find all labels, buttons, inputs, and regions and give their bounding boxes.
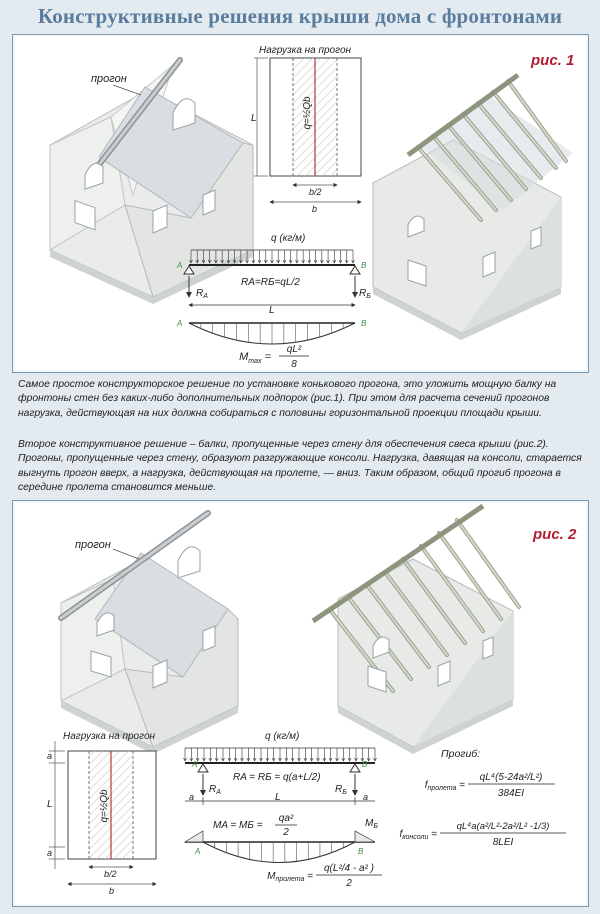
overhang-top-label: a xyxy=(47,751,53,761)
load-formula-2: q=½Qb xyxy=(99,789,110,823)
moment-support-den: 2 xyxy=(283,827,289,838)
reaction-a-label-2: $R_A$ xyxy=(209,784,221,796)
moment-diagram-2-hatching xyxy=(215,842,344,862)
overhang-bottom-label: a xyxy=(47,848,53,858)
half-width-label: b/2 xyxy=(309,187,322,197)
moment-span-num: q(L²/4 - a² ) xyxy=(323,863,375,874)
span-label-2: L xyxy=(47,799,53,810)
width-label: b xyxy=(312,204,318,214)
house-rafters-overhang xyxy=(313,506,519,754)
deflection-cant-lhs: $f_{консоли}$ = xyxy=(399,829,437,841)
moment-b-label: B xyxy=(361,319,367,328)
figure-2-panel xyxy=(12,500,589,907)
reaction-equation: RA=RБ=qL/2 xyxy=(241,277,300,288)
figure-2-label: рис. 2 xyxy=(533,526,577,543)
deflection-span-num: qL⁴(5-24a²/L²) xyxy=(479,772,543,783)
support-a-label-2: A xyxy=(192,760,198,769)
load-panel-2-title: Нагрузка на прогон xyxy=(63,731,156,742)
deflection-span-lhs: $f_{пролета}$ = xyxy=(424,780,465,792)
load-panel-2 xyxy=(47,731,156,896)
span-label: L xyxy=(251,113,257,124)
purlin-label-2: прогон xyxy=(75,539,111,551)
figure-2-drawing xyxy=(13,501,588,906)
load-q-label: q (кг/м) xyxy=(271,233,306,244)
paragraph-2: Второе конструктивное решение – балки, пропущенные через стену для обеспечения свеса крыши (рис.2). Прогоны, пропущенные через стену, образуют разгружающие консоли. Нагрузка, давящая на консоли, старается выгнуть прогон вверх, а нагрузка, действующая на пролете, — вниз. Таким образом, общий прогиб прогона в середине пролета становится меньше. xyxy=(18,439,582,493)
reaction-equation-2: RA = RБ = q(a+L/2) xyxy=(233,772,321,783)
deflection-formulas xyxy=(399,748,566,848)
moment-a-label: A xyxy=(177,319,183,328)
moment-support-eq: MA = MБ = xyxy=(213,820,263,831)
moment-support-a-2: A xyxy=(195,847,201,856)
deflection-title: Прогиб: xyxy=(441,748,481,760)
paragraph-1: Самое простое конструкторское решение по установке конькового прогона, это уложить мощную балку на фронтоны стен без каких-либо дополнительных подпорок (рис.1). При этом для расчета сечений прогонов нагрузка, действующая на них должна собираться с половины горизонтальной проекции площади крыши. xyxy=(18,379,557,419)
load-q-label-2: q (кг/м) xyxy=(265,731,300,742)
span-l-label: L xyxy=(269,305,275,316)
support-a-label: A xyxy=(177,261,183,270)
purlin-label: прогон xyxy=(91,73,127,85)
moment-support-b-2: B xyxy=(358,847,364,856)
span-l-label-2: L xyxy=(275,792,281,803)
moment-span-den: 2 xyxy=(346,878,352,889)
deflection-cant-num: qL⁴a(a²/L²-2a²/L² -1/3) xyxy=(456,821,550,832)
beam-diagram-2 xyxy=(184,731,383,889)
load-panel-title: Нагрузка на прогон xyxy=(259,45,352,56)
moment-b-sub-label: $M_Б$ xyxy=(365,818,378,830)
support-b-label: B xyxy=(361,261,367,270)
moment-num: qL² xyxy=(286,344,302,355)
reaction-b-label-2: $R_Б$ xyxy=(335,784,347,796)
load-panel-1 xyxy=(251,45,361,214)
distributed-load-arrows-2 xyxy=(184,748,377,761)
moment-support-num: qa² xyxy=(278,813,294,824)
overhang-a-left: a xyxy=(189,792,195,802)
moment-max-label: $M_{max}$ = xyxy=(239,351,271,365)
support-b-label-2: B xyxy=(362,760,368,769)
reaction-b-label: $R_Б$ xyxy=(359,288,371,300)
moment-den: 8 xyxy=(291,359,297,370)
house-purlin-open xyxy=(50,60,253,304)
width-label-2: b xyxy=(109,886,115,896)
figure-1-drawing xyxy=(13,35,588,372)
house-rafters xyxy=(373,75,573,340)
figure-1-label: рис. 1 xyxy=(531,52,575,69)
figure-1-panel xyxy=(12,34,589,373)
load-formula: q=½Qb xyxy=(302,96,313,130)
deflection-span-den: 384EI xyxy=(497,788,525,799)
page-title: Конструктивные решения крыши дома с фронтонами xyxy=(37,4,563,28)
reaction-a-label: $R_A$ xyxy=(196,288,208,300)
house-purlin-overhang xyxy=(61,513,238,754)
moment-span-lhs: $M_{пролета}$ = xyxy=(267,871,313,883)
overhang-a-right: a xyxy=(363,792,369,802)
half-width-label-2: b/2 xyxy=(104,869,117,879)
moment-diagram-hatching xyxy=(201,323,343,344)
deflection-cant-den: 8LEI xyxy=(492,837,514,848)
